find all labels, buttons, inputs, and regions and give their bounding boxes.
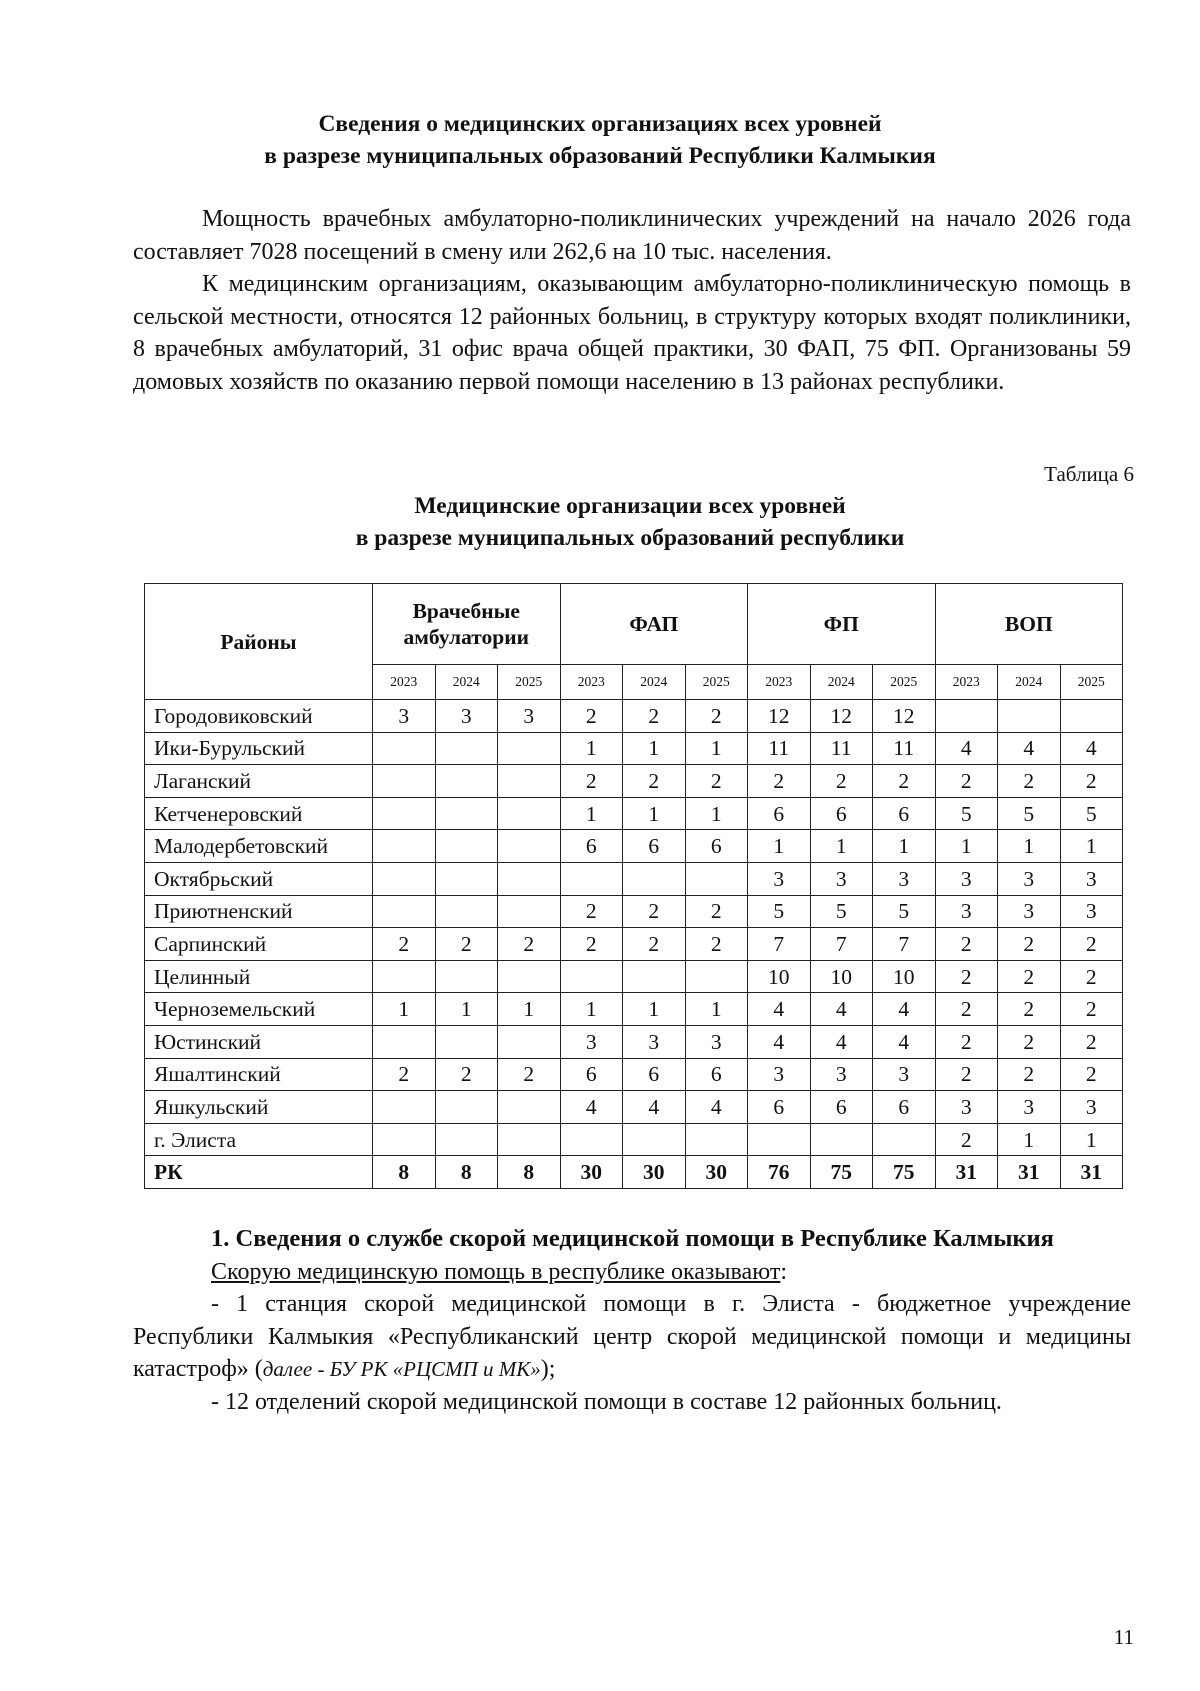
table-row [145,1123,1123,1156]
value-cell [685,960,748,993]
value-cell: 3 [560,1025,623,1058]
table-title-line-2: в разрезе муниципальных образований республики [355,525,905,551]
value-cell: 11 [810,732,873,765]
value-cell: 2 [1060,1058,1123,1091]
value-cell: 2 [935,1058,998,1091]
district-name-cell: Октябрьский [145,862,373,895]
section-number: 1. [211,1225,230,1252]
value-cell: 2 [373,1058,436,1091]
district-name-cell: РК [145,1156,373,1189]
group-header-vop: ВОП [935,584,1123,665]
value-cell: 4 [998,732,1061,765]
value-cell: 2 [873,765,936,798]
year-header: 2024 [435,665,498,700]
value-cell [435,1025,498,1058]
value-cell: 1 [748,830,811,863]
year-header: 2023 [935,665,998,700]
value-cell: 31 [998,1156,1061,1189]
section-item-1 [133,1288,1131,1386]
ambulance-section [133,1223,1131,1418]
intro-text [133,203,1131,398]
value-cell: 4 [873,1025,936,1058]
value-cell: 4 [748,1025,811,1058]
value-cell [373,1123,436,1156]
value-cell: 1 [1060,1123,1123,1156]
value-cell [560,1123,623,1156]
value-cell: 2 [998,928,1061,961]
section-item-1-text: - 1 станция скорой медицинской помощи в г. Элиста - бюджетное учреждение Республики Калмыкия «Республиканский центр скорой медицинской помощи и медицины катастроф» ( [133,1291,1131,1382]
value-cell: 2 [560,928,623,961]
value-cell [935,700,998,733]
year-header: 2025 [1060,665,1123,700]
district-name-cell: Яшалтинский [145,1058,373,1091]
page-title [120,108,1080,172]
value-cell: 3 [873,862,936,895]
value-cell: 6 [873,797,936,830]
page-title-line-1: Сведения о медицинских организациях всех уровней [318,111,882,137]
section-heading [133,1223,1131,1256]
value-cell: 1 [685,993,748,1026]
value-cell [498,765,561,798]
table-row [145,862,1123,895]
value-cell [623,960,686,993]
value-cell: 12 [810,700,873,733]
value-cell: 3 [685,1025,748,1058]
table-body [145,700,1123,1189]
district-name-cell: Сарпинский [145,928,373,961]
value-cell: 2 [1060,1025,1123,1058]
value-cell [435,797,498,830]
district-name-cell: Яшкульский [145,1091,373,1124]
value-cell [998,700,1061,733]
value-cell: 2 [498,928,561,961]
value-cell: 4 [623,1091,686,1124]
value-cell: 3 [998,862,1061,895]
value-cell: 3 [935,895,998,928]
district-name-cell: Черноземельский [145,993,373,1026]
value-cell: 6 [873,1091,936,1124]
value-cell: 12 [748,700,811,733]
value-cell: 2 [685,765,748,798]
value-cell: 2 [935,1123,998,1156]
table-total-row [145,1156,1123,1189]
value-cell: 7 [873,928,936,961]
table-row [145,993,1123,1026]
section-heading-text: Сведения о службе скорой медицинской помощи в Республике Калмыкия [235,1225,1054,1252]
value-cell: 31 [935,1156,998,1189]
value-cell: 5 [1060,797,1123,830]
value-cell: 2 [998,1058,1061,1091]
value-cell: 2 [935,960,998,993]
value-cell: 3 [748,1058,811,1091]
value-cell: 12 [873,700,936,733]
value-cell: 8 [435,1156,498,1189]
value-cell: 4 [748,993,811,1026]
value-cell: 8 [498,1156,561,1189]
value-cell [435,1123,498,1156]
value-cell: 3 [935,1091,998,1124]
value-cell: 2 [623,895,686,928]
value-cell: 3 [998,895,1061,928]
value-cell: 6 [748,797,811,830]
table-title-line-1: Медицинские организации всех уровней [414,493,846,519]
value-cell: 7 [748,928,811,961]
value-cell: 3 [373,700,436,733]
value-cell: 1 [498,993,561,1026]
value-cell [685,1123,748,1156]
intro-paragraph-1: Мощность врачебных амбулаторно-поликлинических учреждений на начало 2026 года составляет 7028 посещений в смену или 262,6 на 10 тыс. населения. [133,206,1131,265]
value-cell: 1 [560,797,623,830]
value-cell: 3 [623,1025,686,1058]
value-cell [373,830,436,863]
value-cell: 1 [623,797,686,830]
value-cell: 5 [748,895,811,928]
section-item-2: - 12 отделений скорой медицинской помощи в составе 12 районных больниц. [211,1388,1002,1415]
section-item-1-end: ); [540,1356,556,1382]
value-cell [498,895,561,928]
year-header: 2025 [498,665,561,700]
value-cell: 6 [685,1058,748,1091]
value-cell: 31 [1060,1156,1123,1189]
value-cell [623,862,686,895]
value-cell: 6 [623,1058,686,1091]
value-cell: 5 [998,797,1061,830]
value-cell [560,862,623,895]
value-cell [435,895,498,928]
value-cell [373,1025,436,1058]
value-cell: 10 [748,960,811,993]
year-header: 2025 [873,665,936,700]
value-cell: 3 [810,1058,873,1091]
value-cell [498,1091,561,1124]
value-cell: 1 [685,797,748,830]
value-cell: 6 [623,830,686,863]
value-cell: 30 [623,1156,686,1189]
value-cell: 3 [873,1058,936,1091]
value-cell: 2 [623,928,686,961]
table-row [145,1091,1123,1124]
value-cell [498,732,561,765]
district-name-cell: Кетченеровский [145,797,373,830]
page-title-line-2: в разрезе муниципальных образований Республики Калмыкия [264,143,936,169]
value-cell [373,732,436,765]
value-cell [498,960,561,993]
table-row [145,960,1123,993]
value-cell: 2 [560,895,623,928]
value-cell: 2 [685,700,748,733]
value-cell: 7 [810,928,873,961]
value-cell: 2 [935,765,998,798]
value-cell: 2 [1060,765,1123,798]
value-cell: 2 [685,895,748,928]
value-cell [498,1025,561,1058]
value-cell: 2 [935,1025,998,1058]
value-cell: 2 [1060,960,1123,993]
value-cell: 10 [810,960,873,993]
table-title [140,490,1120,554]
medical-organizations-table [144,583,1123,1189]
year-header: 2024 [998,665,1061,700]
value-cell: 2 [560,765,623,798]
value-cell: 1 [373,993,436,1026]
value-cell: 3 [748,862,811,895]
district-name-cell: Лаганский [145,765,373,798]
value-cell: 6 [748,1091,811,1124]
value-cell: 10 [873,960,936,993]
value-cell: 75 [810,1156,873,1189]
value-cell [435,1091,498,1124]
value-cell [498,862,561,895]
table-row [145,830,1123,863]
value-cell [373,862,436,895]
value-cell: 4 [810,1025,873,1058]
year-header: 2025 [685,665,748,700]
value-cell: 4 [935,732,998,765]
value-cell: 2 [1060,993,1123,1026]
value-cell: 5 [810,895,873,928]
value-cell: 1 [435,993,498,1026]
district-name-cell: Малодербетовский [145,830,373,863]
value-cell [810,1123,873,1156]
value-cell: 30 [560,1156,623,1189]
value-cell [373,895,436,928]
value-cell: 3 [1060,895,1123,928]
value-cell: 6 [560,830,623,863]
value-cell [685,862,748,895]
value-cell [373,797,436,830]
page-number: 11 [1113,1625,1134,1649]
value-cell: 2 [1060,928,1123,961]
value-cell [435,765,498,798]
group-header-ambulatories: Врачебные амбулатории [373,584,561,665]
intro-paragraph-2: К медицинским организациям, оказывающим амбулаторно-поликлиническую помощь в сельской местности, относятся 12 районных больниц, в структуру которых входят поликлиники, 8 врачебных амбулаторий, 31 офис врача общей практики, 30 ФАП, 75 ФП. Организованы 59 домовых хозяйств по оказанию первой помощи населению в 13 районах республики. [133,271,1131,395]
value-cell: 2 [623,765,686,798]
value-cell [435,732,498,765]
district-name-cell: Юстинский [145,1025,373,1058]
value-cell: 3 [1060,862,1123,895]
value-cell: 4 [560,1091,623,1124]
districts-header: Районы [145,584,373,700]
section-item-1-abbrev: далее - БУ РК «РЦСМП и МК» [262,1357,541,1381]
value-cell: 6 [685,830,748,863]
value-cell: 1 [560,732,623,765]
value-cell: 2 [998,960,1061,993]
value-cell: 5 [873,895,936,928]
value-cell: 3 [1060,1091,1123,1124]
value-cell [373,765,436,798]
table-row [145,732,1123,765]
value-cell [560,960,623,993]
group-header-fap: ФАП [560,584,748,665]
table-row [145,1058,1123,1091]
table-row [145,797,1123,830]
year-header: 2023 [748,665,811,700]
value-cell [435,862,498,895]
value-cell: 4 [1060,732,1123,765]
value-cell: 1 [623,732,686,765]
value-cell: 4 [685,1091,748,1124]
value-cell: 1 [873,830,936,863]
value-cell: 2 [810,765,873,798]
value-cell: 1 [685,732,748,765]
value-cell: 2 [685,928,748,961]
district-name-cell: г. Элиста [145,1123,373,1156]
district-name-cell: Городовиковский [145,700,373,733]
table-row [145,1025,1123,1058]
table-header-row-groups [145,584,1123,665]
year-header: 2024 [623,665,686,700]
section-lead [133,1256,1131,1289]
value-cell [1060,700,1123,733]
value-cell: 1 [810,830,873,863]
value-cell: 1 [560,993,623,1026]
value-cell: 2 [623,700,686,733]
value-cell: 2 [935,928,998,961]
value-cell [498,830,561,863]
value-cell: 2 [373,928,436,961]
group-header-fp: ФП [748,584,936,665]
value-cell: 11 [873,732,936,765]
value-cell: 1 [998,1123,1061,1156]
value-cell: 3 [935,862,998,895]
value-cell: 75 [873,1156,936,1189]
year-header: 2023 [373,665,436,700]
table-row [145,700,1123,733]
value-cell [748,1123,811,1156]
value-cell [373,960,436,993]
value-cell: 3 [810,862,873,895]
value-cell [498,1123,561,1156]
value-cell: 2 [998,765,1061,798]
value-cell: 6 [810,1091,873,1124]
value-cell: 5 [935,797,998,830]
value-cell: 2 [435,928,498,961]
value-cell: 4 [873,993,936,1026]
value-cell: 1 [935,830,998,863]
table-row [145,765,1123,798]
value-cell [498,797,561,830]
value-cell [373,1091,436,1124]
value-cell: 6 [560,1058,623,1091]
value-cell: 30 [685,1156,748,1189]
value-cell: 1 [998,830,1061,863]
value-cell: 2 [435,1058,498,1091]
value-cell: 6 [810,797,873,830]
value-cell: 11 [748,732,811,765]
district-name-cell: Ики-Бурульский [145,732,373,765]
value-cell: 2 [998,1025,1061,1058]
value-cell [435,830,498,863]
section-lead-text: Скорую медицинскую помощь в республике оказывают [211,1258,781,1285]
value-cell [873,1123,936,1156]
table-row [145,895,1123,928]
value-cell [435,960,498,993]
table-row [145,928,1123,961]
value-cell: 3 [435,700,498,733]
year-header: 2024 [810,665,873,700]
value-cell: 8 [373,1156,436,1189]
district-name-cell: Целинный [145,960,373,993]
district-name-cell: Приютненский [145,895,373,928]
value-cell: 2 [560,700,623,733]
section-lead-colon: : [780,1258,787,1285]
value-cell: 2 [935,993,998,1026]
value-cell: 76 [748,1156,811,1189]
value-cell: 3 [498,700,561,733]
value-cell: 3 [998,1091,1061,1124]
year-header: 2023 [560,665,623,700]
table-number: Таблица 6 [1044,462,1134,486]
value-cell: 1 [1060,830,1123,863]
value-cell: 1 [623,993,686,1026]
value-cell: 4 [810,993,873,1026]
value-cell: 2 [498,1058,561,1091]
value-cell: 2 [748,765,811,798]
value-cell [623,1123,686,1156]
value-cell: 2 [998,993,1061,1026]
